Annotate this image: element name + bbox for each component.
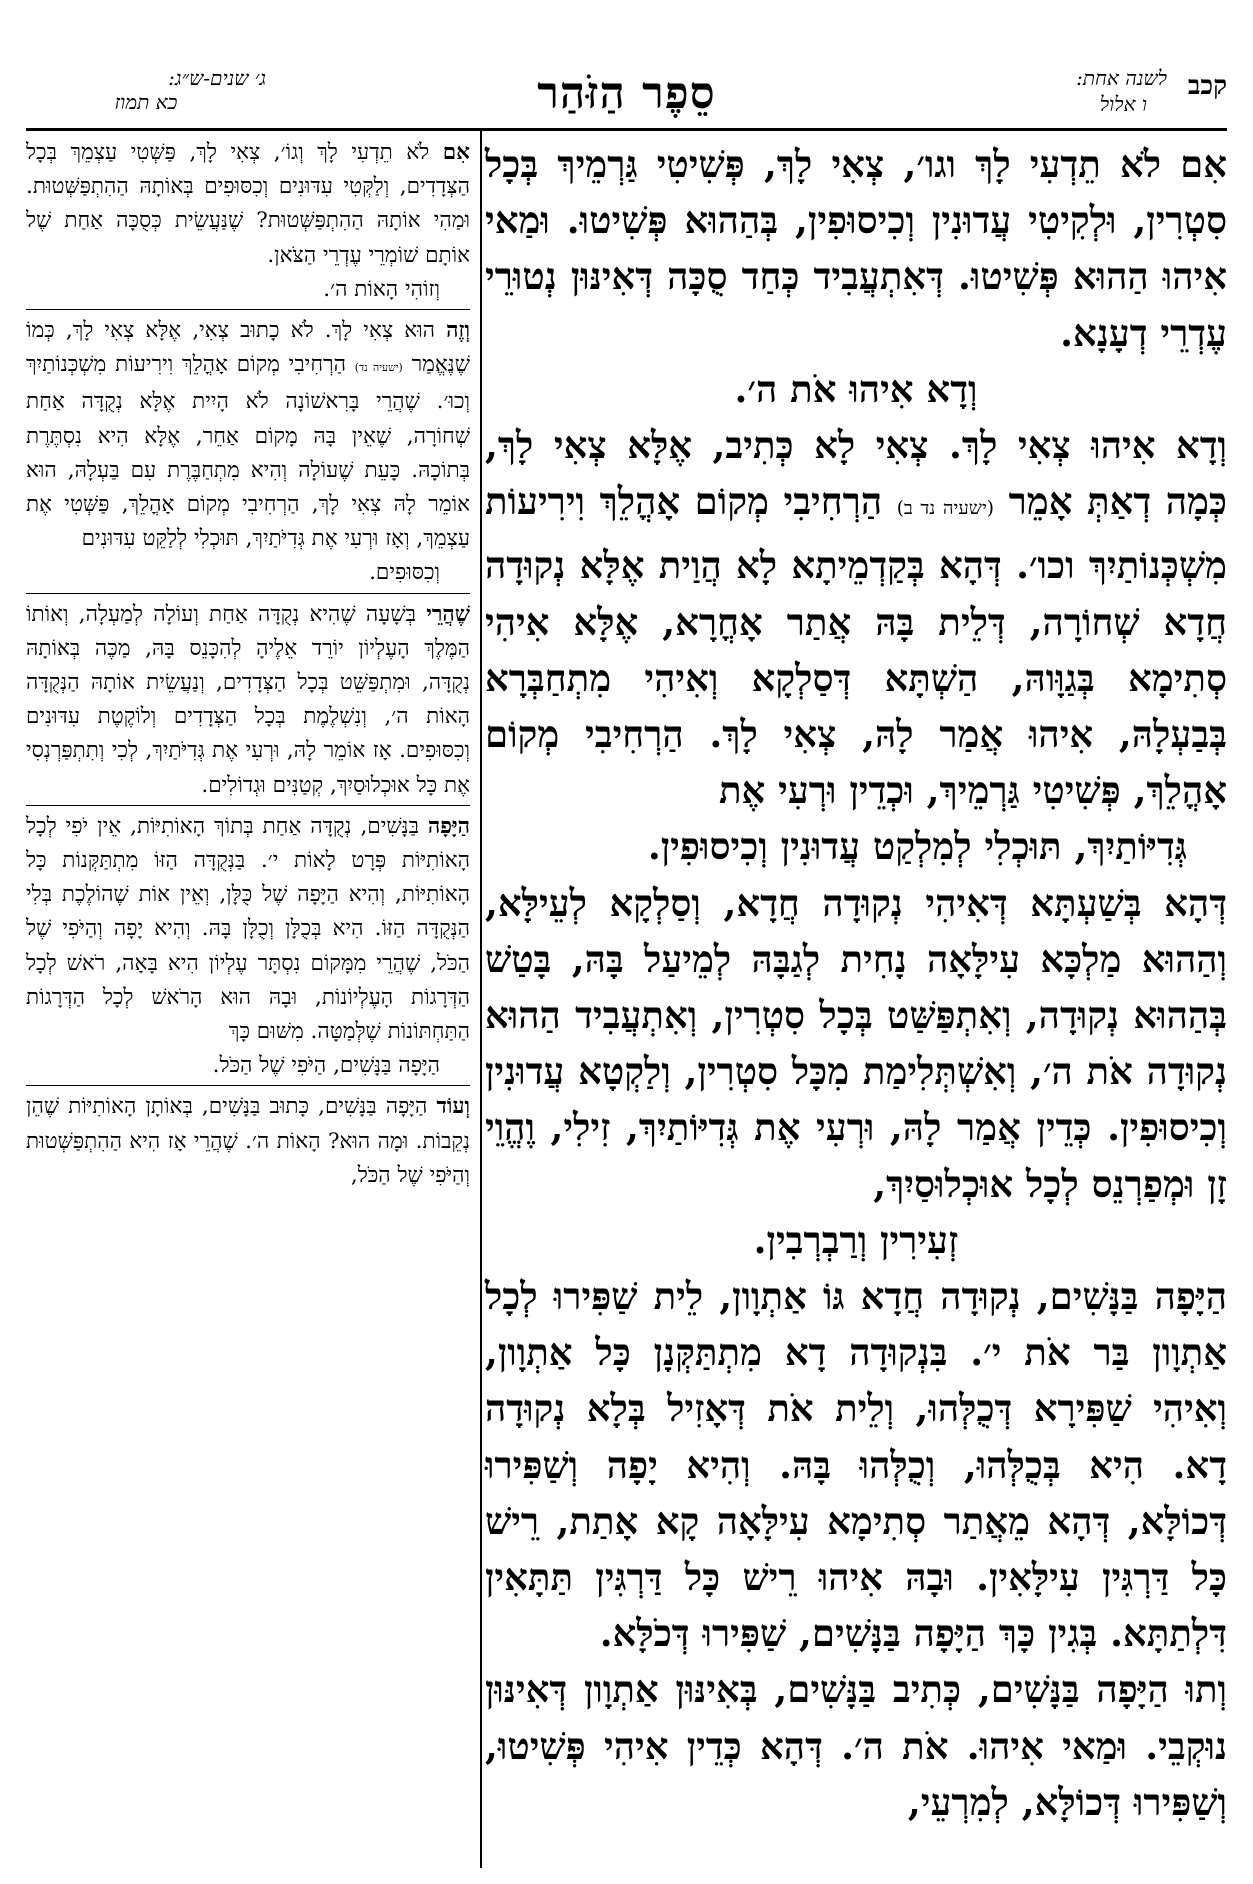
aramaic-p2-rest: הַרְחִיבִי מְקוֹם אָהֳלֵךְ וִירִיעוֹת מִשְׁכְּנוֹתַיִךְ וכו׳. דְּהָא בְּקַדְמֵיתָא לָא הֲוַית אֶלָּא נְקוּדָה חֲדָא שְׁחוֹרָה, דְּלֵית בָּהּ אֲתַר אָחֳרָא, אֶלָּא אִיהִי סְתִימָא בְּגַוָּוהּ, הַשְׁתָּא דְּסַלְקָא וְאִיהִי מִתְחַבְּרָא בְּבַעְלָהּ, אִיהוּ אֲמַר לָהּ, צְאִי לָךְ. הַרְחִיבִי מְקוֹם אָהֳלֵךְ, פְּשִׁיטִי גַּרְמֵיךְ, וּכְדֵין וּרְעִי אֶת [485, 479, 1227, 813]
aramaic-p2-end: גְּדִיּוֹתַיִךְ, תּוּכְלִי לְמִלְקַט עֲדוּנִין וְכִיסוּפִין. [647, 824, 1187, 869]
hebrew-p1-text: לֹא תֵדְעִי לָךְ וְגוֹ׳, צְאִי לָךְ, פַּשְּׁטִי עַצְמֵךְ בְּכָל הַצְּדָדִים, וְלַקְּטִי עִדּוּנִים וְכִסּוּפִים בְּאוֹתָהּ הַהִתְפַּשְּׁטוּת. וּמַהִי אוֹתָהּ הַהִתְפַּשְּׁטוּת? שֶׁנַּעֲשֵׂית כְּסֻכָּה אַחַת שֶׁל אוֹתָם שׁוֹמְרֵי עֶדְרֵי הַצֹּאן. [26, 140, 470, 268]
aramaic-p4-start: הַיָּפָה בַּנָּשִׁים, נְקוּדָה חֲדָא גּוֹ אַתְוָון, לֵית [653, 1274, 1228, 1319]
hebrew-separator [26, 1085, 470, 1086]
aramaic-paragraph-1 [485, 136, 1227, 417]
aramaic-paragraph-2 [485, 417, 1227, 875]
hebrew-p1-end: וְזוֹהִי הָאוֹת ה׳. [323, 276, 440, 302]
hebrew-p2-lead: וְזֶה [446, 318, 470, 344]
aramaic-p5-rest: דְּאִינּוּן נוּקְבֵי. וּמַאי אִיהוּ. אֹת ה׳. דְּהָא כְּדֵין אִיהִי פְּשִׁיטוּ, וְשַׁפִּירוּ דְּכוֹלָּא, לְמִרְעֵי, [485, 1667, 1227, 1824]
aramaic-p3-rest: לְעֵילָּא, וְהַהוּא מַלְכָּא עִילָּאָה נָחִית לְגַבָּהּ לְמֵיעַל בָּהּ, בָּטַשׁ בְּהַהוּא נְקוּדָה, וְאִתְפַּשַּׁט בְּכָל סִטְרִין, וְאִתְעֲבִיד הַהוּא נְקוּדָה אֹת ה׳, וְאִשְׁתְּלִימַת מִכָּל סִטְרִין, וְלַקְטָא עֲדוּנִין וְכִיסוּפִין. כְּדֵין אֲמַר לָהּ, וּרְעִי אֶת גְּדִיּוֹתַיִךְ, זִילִי, וֶהֱוֵי זָן וּמְפַרְנֵס לְכָל אוּכְלוּסַיִךְ, [485, 880, 1227, 1206]
hebrew-paragraph-1 [26, 136, 470, 307]
hebrew-p3-lead: שֶׁהֲרֵי [426, 601, 471, 627]
aramaic-column [485, 136, 1227, 1830]
hebrew-p1-lead: אִם [442, 140, 470, 165]
hebrew-separator [26, 805, 470, 806]
hebrew-paragraph-5 [26, 1090, 470, 1193]
hebrew-paragraph-3 [26, 598, 470, 803]
hebrew-p2-ref: (ישעיה נד) [354, 361, 403, 375]
aramaic-p3-end: זְעִירִין וְרַבְרְבִין. [753, 1217, 959, 1262]
hebrew-separator [26, 593, 470, 594]
aramaic-p1-rest: בְּכָל סִטְרִין, וּלְקִיטִי עֲדוּנִין וְכִיסוּפִין, בְּהַהוּא פְּשִׁיטוּ. וּמַאי אִיהוּ הַהוּא פְּשִׁיטוּ. דְּאִתְעֲבִיד כְּחַד סֻכָּה דְּאִינּוּן נְטוּרֵי עֶדְרֵי דְעָנָא. [485, 142, 1227, 355]
hebrew-column [26, 136, 470, 1193]
hebrew-p4-lead: הַיָּפָה [427, 813, 470, 839]
hebrew-p3-text: בְּשָׁעָה שֶׁהִיא נְקֻדָּה אַחַת וְעוֹלָה לְמַעְלָה, וְאוֹתוֹ הַמֶּלֶךְ הָעֶלְיוֹן יוֹרֵד אֵלֶיהָ לְהִכָּנֵס בָּהּ, מַכֶּה בְּאוֹתָהּ נְקֻדָּה, וּמִתְפַּשֵּׁט בְּכָל הַצְּדָדִים, וְנַעֲשֵׂית אוֹתָהּ הַנְּקֻדָּה הָאוֹת ה׳, וְנִשְׁלֶמֶת בְּכָל הַצְּדָדִים וְלוֹקֶטֶת עִדּוּנִים וְכִסּוּפִים. אָז אוֹמֵר לָהּ, וּרְעִי אֶת גְּדִיֹּתַיִךְ, לְכִי וְתִתְפַּרְנְסִי אֶת כָּל אוּכְלוּסַיִךְ, קְטַנִּים וּגְדוֹלִים. [26, 601, 470, 798]
hebrew-p2-text-b: הַרְחִיבִי מְקוֹם אָהֳלֵךְ וִירִיעוֹת מִשְׁכְּנוֹתַיִךְ וְכוּ׳. שֶׁהֲרֵי בָּרִאשׁוֹנָה לֹא הָיִית אֶלָּא נְקֻדָּה אַחַת שְׁחוֹרָה, שֶׁאֵין בָּהּ מָקוֹם אַחֵר, אֶלָּא הִיא נִסְתֶּרֶת בְּתוֹכָהּ. כָּעֵת שֶׁעוֹלָה וְהִיא מִתְחַבֶּרֶת עִם בַּעְלָהּ, הוּא אוֹמֵר לָהּ צְאִי לָךְ, הַרְחִיבִי מְקוֹם אָהֳלֵךְ, פַּשְּׁטִי אֶת עַצְמֵךְ, וְאָז וּרְעִי אֶת גְּדִיֹּתַיִךְ, תּוּכְלִי לְלַקֵּט עִדּוּנִים [26, 352, 470, 552]
hebrew-paragraph-4 [26, 810, 470, 1084]
aramaic-p2-start: וְדָא אִיהוּ צְאִי לָךְ. צְאִי לָא כְּתִיב, אֶלָּא צְאִי לָךְ, כְּמָה דְאַתְּ אָמֵר [485, 423, 1228, 524]
hebrew-p4-end: הַיָּפָה בַּנָּשִׁים, הַיֹּפִי שֶׁל הַכֹּל. [212, 1053, 440, 1079]
hebrew-p2-text-a: הוּא צְאִי לָךְ. לֹא כָתוּב צְאִי, אֶלָּא צְאִי לָךְ, כְּמוֹ שֶׁנֶּאֱמַר [26, 318, 470, 378]
aramaic-paragraph-4 [485, 1268, 1227, 1661]
hebrew-separator [26, 309, 470, 310]
aramaic-p3-start: דְּהָא בְּשַׁעְתָּא דְּאִיהִי נְקוּדָה חֲדָא, וְסַלְקָא [609, 880, 1227, 925]
column-divider [480, 128, 482, 1868]
header-right-line2: ו אלול [1099, 92, 1147, 116]
aramaic-p4-rest: שַׁפִּירוּ לְכָל אַתְוָון בַּר אֹת י׳. בִּנְקוּדָה דָא מִתְתַּקְּנָן כָּל אַתְוָון, וְאִיהִי שַׁפִּירָא דְּכֻלְּהוּ, וְלֵית אֹת דְּאָזִיל בְּלָא נְקוּדָה דָא. הִיא בְּכֻלְּהוּ, וְכֻלְּהוּ בָּהּ. וְהִיא יָפָה וְשַׁפִּירוּ דְּכוֹלָּא, דְּהָא מֵאֲתַר סְתִימָא עִילָּאָה קָא אָתַת, רֵישׁ כָּל דַּרְגִּין עִילָּאִין. וּבָהּ אִיהוּ רֵישׁ כָּל דַּרְגִּין תַּתָּאִין דִּלְתַתָּא. בְּגִין כָּךְ הַיָּפָה בַּנָּשִׁים, שַׁפִּירוּ דְּכֹלָּא. [485, 1274, 1227, 1656]
book-title: סֵפֶר הַזֹּהַר [537, 68, 716, 119]
aramaic-paragraph-3 [485, 875, 1227, 1268]
aramaic-p5-start: וְתוּ הַיָּפָה בַּנָּשִׁים, כְּתִיב בַּנָּשִׁים, בְּאִינּוּן אַתְוָון [583, 1667, 1227, 1712]
header-left-line1: ג׳ שנים-ש״ג: [168, 66, 266, 90]
hebrew-paragraph-2 [26, 314, 470, 591]
hebrew-p2-end: וְכִסּוּפִים. [369, 560, 440, 586]
header-right-line1: לשנה אחת: [1076, 66, 1167, 90]
hebrew-p5-lead: וְעוֹד [436, 1094, 470, 1120]
page-number: קכב [1187, 71, 1227, 101]
header-rule [26, 128, 1227, 131]
aramaic-p1-line1: אִם לֹא תֵדְעִי לָךְ וגו׳, צְאִי לָךְ, פְּשִׁיטִי גַּרְמֵיךְ [557, 142, 1227, 186]
aramaic-paragraph-5 [485, 1661, 1227, 1830]
header-left-line2: כא תמוז [114, 90, 178, 114]
hebrew-p5-text: הַיָּפָה בַּנָּשִׁים, כָּתוּב בַּנָּשִׁים, בְּאוֹתָן הָאוֹתִיּוֹת שֶׁהֵן נְקֵבוֹת. וּמָה הוּא? הָאוֹת ה׳. שֶׁהֲרֵי אָז הִיא הַהִתְפַּשְּׁטוּת וְהַיֹּפִי שֶׁל הַכֹּל, [26, 1094, 470, 1188]
aramaic-p1-end: וְדָא אִיהוּ אֹת ה׳. [734, 366, 978, 411]
page-header [26, 62, 1227, 132]
aramaic-p2-ref: (ישעיה נד ב) [896, 498, 995, 520]
hebrew-p4-text: בַּנָּשִׁים, נְקֻדָּה אַחַת בְּתוֹךְ הָאוֹתִיּוֹת, אֵין יֹפִי לְכָל הָאוֹתִיּוֹת פְּרָט לָאוֹת י׳. בַּנְּקֻדָּה הַזּוֹ מִתְתַּקְּנוֹת כָּל הָאוֹתִיּוֹת, וְהִיא הַיָּפָה שֶׁל כֻּלָּן, וְאֵין אוֹת שֶׁהוֹלֶכֶת בְּלִי הַנְּקֻדָּה הַזּוֹ. הִיא בְּכֻלָּן וְכֻלָּן בָּהּ. וְהִיא יָפָה וְהַיֹּפִי שֶׁל הַכֹּל, שֶׁהֲרֵי מִמָּקוֹם נִסְתָּר עֶלְיוֹן הִיא בָּאָה, רֹאשׁ לְכָל הַדְּרָגוֹת הָעֶלְיוֹנוֹת, וּבָהּ הוּא הָרֹאשׁ לְכָל הַדְּרָגוֹת הַתַּחְתּוֹנוֹת שֶׁלְּמַטָּה. מִשּׁוּם כָּךְ [26, 813, 470, 1045]
